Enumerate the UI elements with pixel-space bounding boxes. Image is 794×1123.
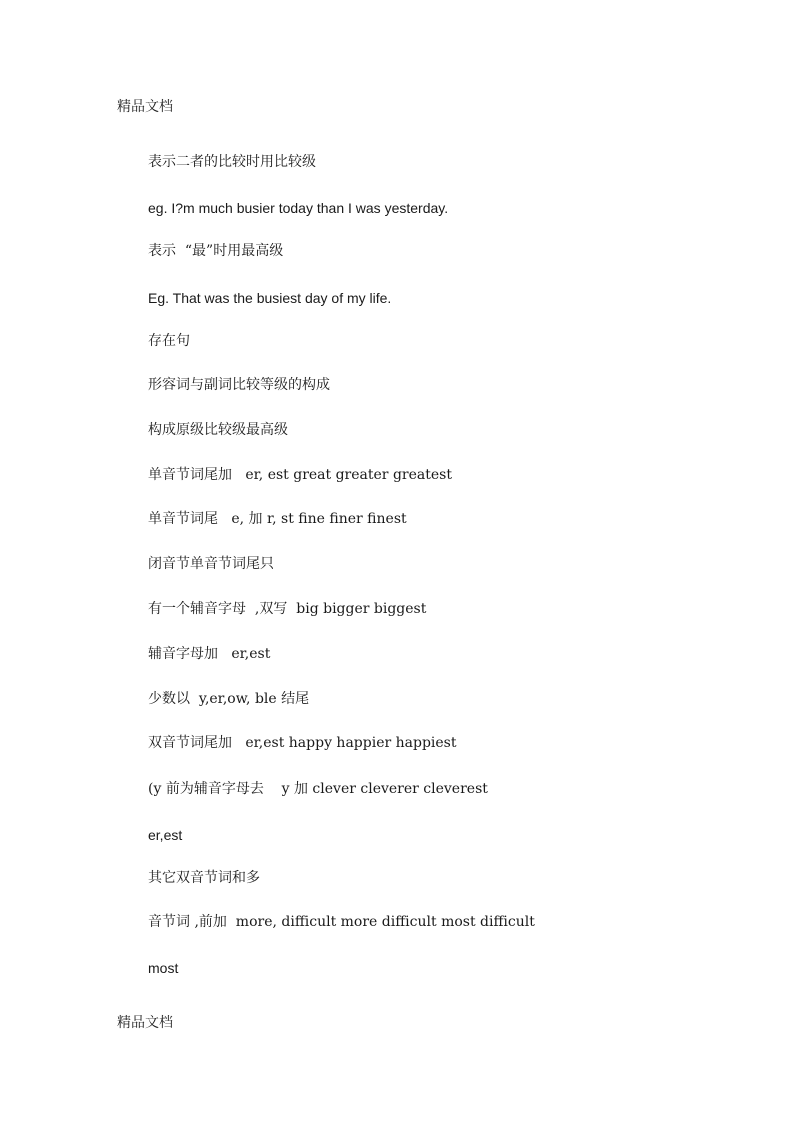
text-line: 其它双音节词和多	[148, 870, 260, 886]
text-line: 单音节词尾 e, 加 r, st fine finer finest	[148, 511, 407, 527]
text-line: most	[148, 960, 179, 976]
text-line: 构成原级比较级最高级	[148, 422, 288, 438]
header-watermark: 精品文档	[117, 99, 173, 115]
text-line: 音节词 ,前加 more, difficult more difficult most difficult	[148, 914, 535, 930]
text-line: 存在句	[148, 333, 190, 349]
text-line: eg. I?m much busier today than I was yesterday.	[148, 200, 449, 216]
text-line: 有一个辅音字母 ,双写 big bigger biggest	[148, 601, 427, 617]
text-line: 单音节词尾加 er, est great greater greatest	[148, 467, 452, 483]
text-line: 表示二者的比较时用比较级	[148, 154, 316, 170]
text-line: (y 前为辅音字母去 y 加 clever cleverer cleverest	[148, 781, 488, 797]
text-line: 闭音节单音节词尾只	[148, 556, 274, 572]
text-line: 表示 “最”时用最高级	[148, 243, 284, 259]
text-line: 双音节词尾加 er,est happy happier happiest	[148, 735, 457, 751]
text-line: 少数以 y,er,ow, ble 结尾	[148, 691, 310, 707]
text-line: 辅音字母加 er,est	[148, 646, 271, 662]
text-line: Eg. That was the busiest day of my life.	[148, 290, 392, 306]
text-line: 形容词与副词比较等级的构成	[148, 377, 330, 393]
text-line: er,est	[148, 827, 183, 843]
footer-watermark: 精品文档	[117, 1015, 173, 1031]
